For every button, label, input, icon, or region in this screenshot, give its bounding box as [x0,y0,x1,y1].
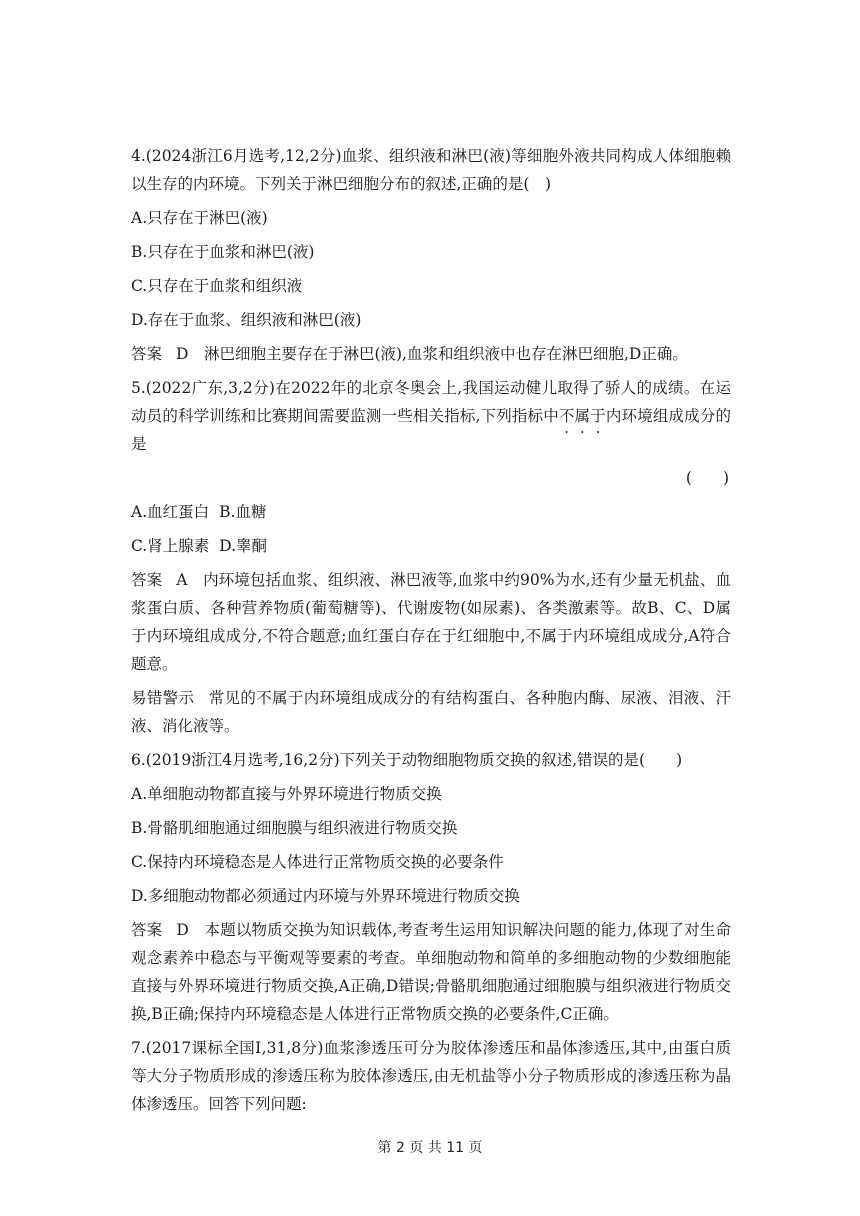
answer-label: 答案 [131,345,163,363]
answer-label: 答案 [131,921,163,939]
question-6-option-a: A.单细胞动物都直接与外界环境进行物质交换 [131,785,442,803]
emphasis-char: 属 [574,407,591,425]
question-5-stem [131,374,731,458]
question-6-stem: 6.(2019浙江4月选考,16,2分)下列关于动物细胞物质交换的叙述,错误的是( ) [131,751,683,769]
emphasis-char: 于 [590,407,606,425]
page-footer: 第 2 页 共 11 页 [377,1140,483,1156]
page-content [131,142,731,1124]
question-5-stem-part-b: 内环境组成成分的是 [131,407,731,453]
warning-label: 易错警示 [131,689,195,707]
question-5-option-b: B.血糖 [219,503,267,521]
question-5-option-c: C.肾上腺素 [131,537,210,555]
warning-text: 常见的不属于内环境组成成分的有结构蛋白、各种胞内酶、尿液、泪液、汗液、消化液等。 [131,689,731,735]
question-5-options-row-1 [131,498,731,526]
question-5-answer-paren: ( ) [685,469,729,487]
question-6-option-b: B.骨骼肌细胞通过细胞膜与组织液进行物质交换 [131,819,458,837]
question-4-option-c: C.只存在于血浆和组织液 [131,277,303,295]
answer-text: D 本题以物质交换为知识载体,考查考生运用知识解决问题的能力,体现了对生命观念素养中稳态与平衡观等要素的考查。单细胞动物和简单的多细胞动物的少数细胞能直接与外界环境进行物质交换,A正确,D错误;骨骼肌细胞通过细胞膜与组织液进行物质交换,B正确;保持内环境稳态是人体进行正常物质交换的必要条件,C正确。 [131,921,731,1023]
question-5-warning [131,684,731,740]
question-6-option-d: D.多细胞动物都必须通过内环境与外界环境进行物质交换 [131,887,520,905]
question-7-stem: 7.(2017课标全国Ⅰ,31,8分)血浆渗透压可分为胶体渗透压和晶体渗透压,其中,由蛋白质等大分子物质形成的渗透压称为胶体渗透压,由无机盐等小分子物质形成的渗透压称为晶体渗透压。回答下列问题: [131,1039,731,1113]
question-4-option-a: A.只存在于淋巴(液) [131,209,268,227]
question-5-answer [131,566,731,678]
answer-label: 答案 [131,571,163,589]
question-5-option-d: D.睾酮 [219,537,268,555]
question-5-stem-part-a: 5.(2022广东,3,2分)在2022年的北京冬奥会上,我国运动健儿取得了骄人的成绩。在运动员的科学训练和比赛期间需要监测一些相关指标,下列指标中 [131,379,731,425]
question-4-answer [131,340,731,368]
question-4-stem: 4.(2024浙江6月选考,12,2分)血浆、组织液和淋巴(液)等细胞外液共同构成人体细胞赖以生存的内环境。下列关于淋巴细胞分布的叙述,正确的是( ) [131,147,731,193]
question-6-option-c: C.保持内环境稳态是人体进行正常物质交换的必要条件 [131,853,504,871]
question-5-options-row-2 [131,532,731,560]
question-6-answer [131,916,731,1028]
answer-text: A 内环境包括血浆、组织液、淋巴液等,血浆中约90%为水,还有少量无机盐、血浆蛋白质、各种营养物质(葡萄糖等)、代谢废物(如尿素)、各类激素等。故B、C、D属于内环境组成成分,不符合题意;血红蛋白存在于红细胞中,不属于内环境组成成分,A符合题意。 [131,571,731,673]
emphasis-char: 不 [558,407,575,425]
question-4-option-d: D.存在于血浆、组织液和淋巴(液) [131,311,362,329]
question-4-option-b: B.只存在于血浆和淋巴(液) [131,243,315,261]
answer-text: D 淋巴细胞主要存在于淋巴(液),血浆和组织液中也存在淋巴细胞,D正确。 [176,345,688,363]
question-5-option-a: A.血红蛋白 [131,503,210,521]
